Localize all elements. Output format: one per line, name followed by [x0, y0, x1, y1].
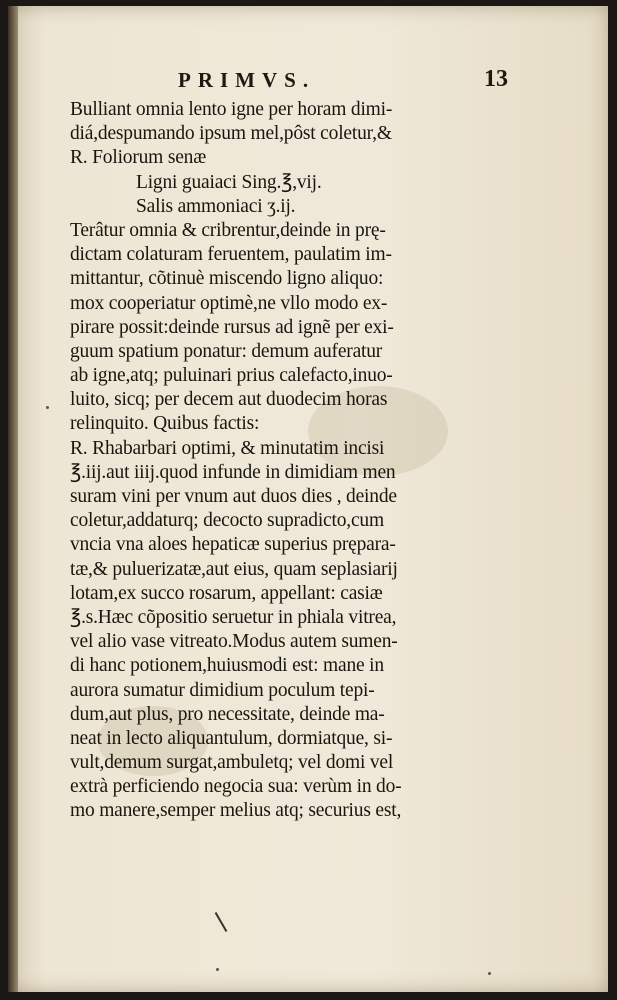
text-line: diá,despumando ipsum mel,pôst coletur,& — [70, 123, 392, 145]
text-line: ab igne,atq; puluinari prius calefacto,inuo- — [70, 365, 393, 387]
text-line: dum,aut plus, pro necessitate, deinde ma- — [70, 703, 385, 725]
text-line: guum spatium ponatur: demum auferatur — [70, 340, 383, 362]
recipe-line: R. Rhabarbari optimi, & minutatim incisi — [70, 437, 385, 459]
ink-dot — [46, 406, 49, 409]
recipe-line: Salis ammoniaci ʒ.ij. — [136, 195, 296, 217]
text-line: mo manere,semper melius atq; securius est, — [70, 800, 402, 822]
text-line: tæ,& puluerizatæ,aut eius, quam seplasiarij — [70, 558, 398, 580]
text-line: relinquito. Quibus factis: — [70, 413, 260, 435]
ink-dot — [488, 972, 491, 975]
ink-dot — [216, 968, 219, 971]
page-header — [178, 66, 508, 96]
body-text — [70, 98, 488, 824]
text-line: lotam,ex succo rosarum, appellant: casiæ — [70, 582, 383, 604]
text-line: mittantur, cõtinuè miscendo ligno aliquo: — [70, 268, 384, 290]
book-page — [8, 6, 608, 992]
text-line: suram vini per vnum aut duos dies , deinde — [70, 486, 397, 507]
text-line: Bulliant omnia lento igne per horam dimi- — [70, 99, 393, 120]
ink-mark — [215, 912, 228, 932]
recipe-line: R. Foliorum senæ — [70, 147, 207, 169]
text-line: ℥.s.Hæc cõpositio seruetur in phiala vitrea, — [70, 606, 397, 628]
text-line: vult,demum surgat,ambuletq; vel domi vel — [70, 752, 394, 774]
recipe-line: Ligni guaiaci Sing.℥,vij. — [136, 171, 322, 193]
book-spine — [8, 6, 18, 992]
text-line: dictam colaturam feruentem, paulatim im- — [70, 244, 392, 266]
text-line: aurora sumatur dimidium poculum tepi- — [70, 679, 375, 701]
text-line: luito, sicq; per decem aut duodecim horas — [70, 389, 388, 411]
text-line: pirare possit:deinde rursus ad ignẽ per exi- — [70, 316, 394, 338]
text-line: neat in lecto aliquantulum, dormiatque, si- — [70, 727, 393, 749]
text-line: ℥.iij.aut iiij.quod infunde in dimidiam men — [70, 461, 396, 483]
text-line: mox cooperiatur optimè,ne vllo modo ex- — [70, 292, 388, 314]
text-line: vel alio vase vitreato.Modus autem sumen- — [70, 631, 398, 653]
page-number: 13 — [484, 66, 508, 92]
text-line: di hanc potionem,huiusmodi est: mane in — [70, 655, 384, 677]
text-line: vncia vna aloes hepaticæ superius prępara- — [70, 534, 396, 556]
text-line: Terâtur omnia & cribrentur,deinde in prę- — [70, 219, 386, 241]
text-line: coletur,addaturq; decocto supradicto,cum — [70, 510, 384, 532]
text-line: extrà perficiendo negocia sua: verùm in do- — [70, 776, 402, 798]
running-head: PRIMVS. — [178, 68, 316, 92]
